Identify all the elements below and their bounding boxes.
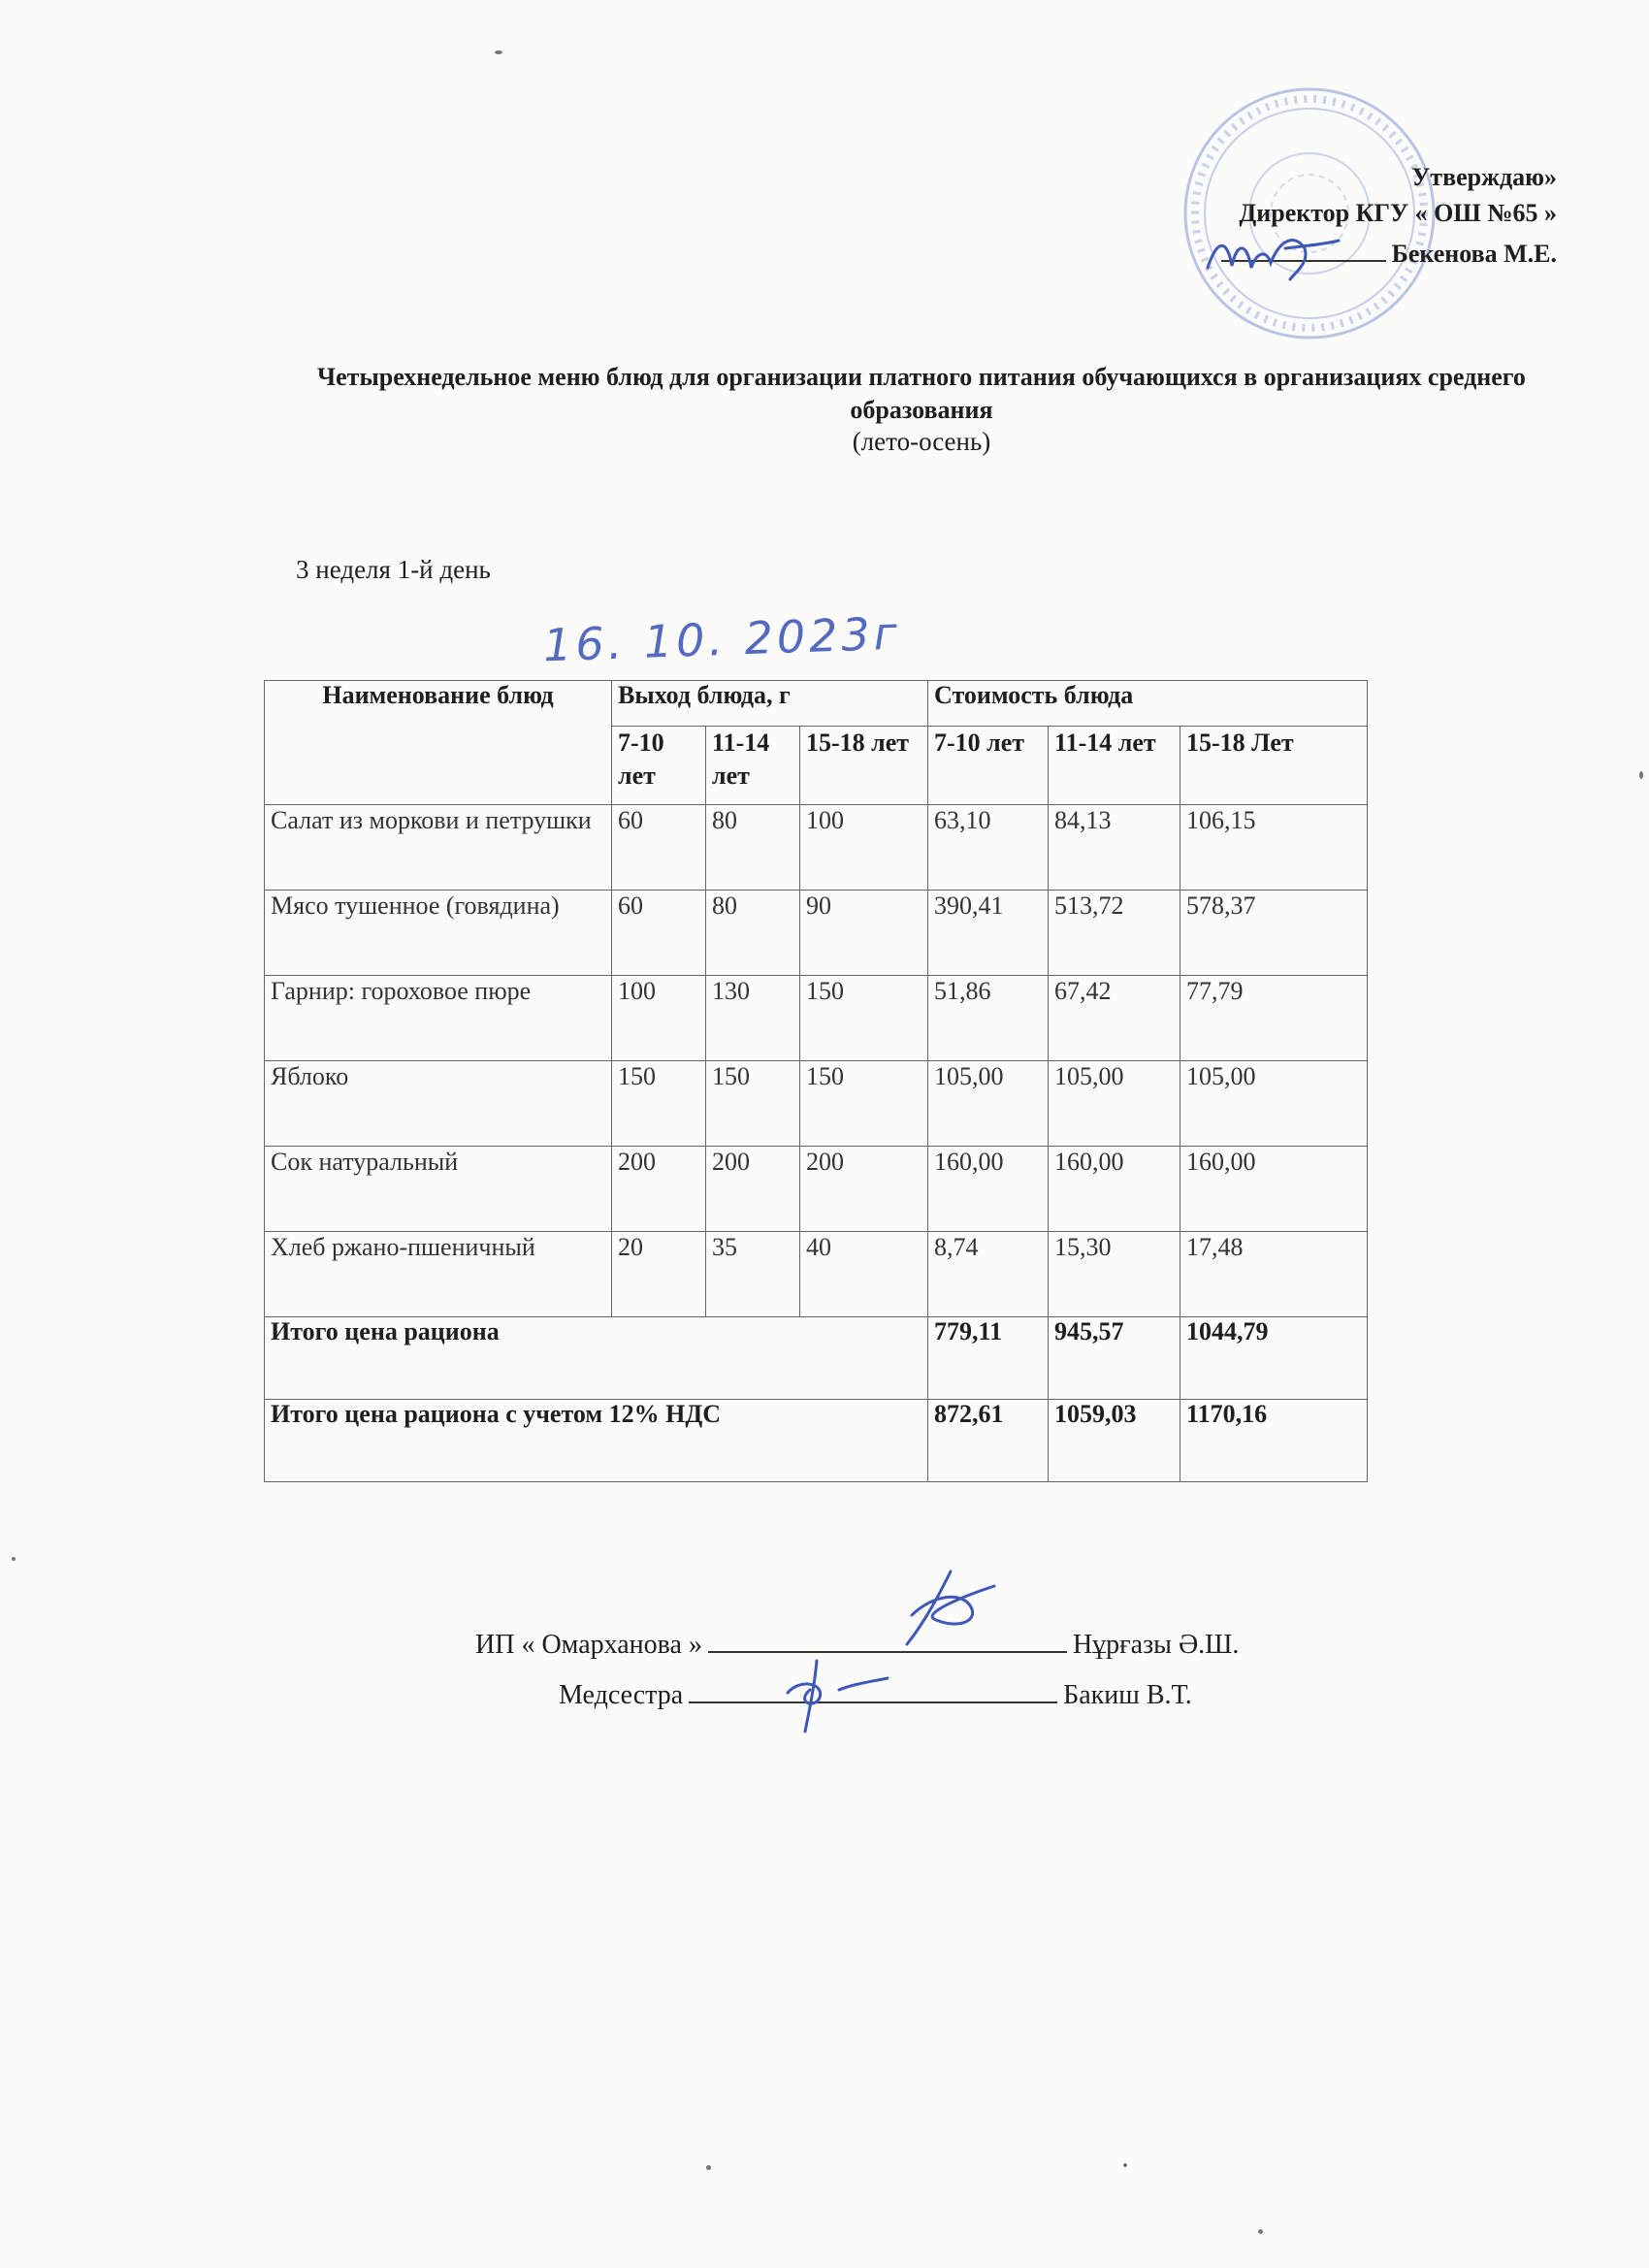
total-vat-cost-15-18: 1170,16	[1180, 1400, 1368, 1482]
header-yield-age: 7-10 лет	[612, 727, 706, 805]
yield-7-10: 60	[612, 805, 706, 891]
cost-7-10: 8,74	[928, 1232, 1049, 1317]
table-row	[265, 1147, 1368, 1232]
cost-7-10: 390,41	[928, 891, 1049, 976]
table-row	[265, 1232, 1368, 1317]
director-title: Директор КГУ « ОШ №65 »	[1239, 199, 1557, 227]
dish-name: Сок натуральный	[265, 1147, 612, 1232]
total-vat-label: Итого цена рациона с учетом 12% НДС	[265, 1400, 928, 1482]
cost-7-10: 51,86	[928, 976, 1049, 1061]
cost-15-18: 105,00	[1180, 1061, 1368, 1147]
cost-11-14: 67,42	[1049, 976, 1180, 1061]
total-vat-row	[265, 1400, 1368, 1482]
yield-7-10: 100	[612, 976, 706, 1061]
table-header-row	[265, 681, 1368, 727]
dish-name: Яблоко	[265, 1061, 612, 1147]
yield-11-14: 80	[706, 891, 800, 976]
table-row	[265, 1061, 1368, 1147]
total-cost-11-14: 945,57	[1049, 1317, 1180, 1400]
cost-11-14: 84,13	[1049, 805, 1180, 891]
yield-15-18: 150	[800, 976, 928, 1061]
dish-name: Мясо тушенное (говядина)	[265, 891, 612, 976]
dish-name: Хлеб ржано-пшеничный	[265, 1232, 612, 1317]
yield-7-10: 20	[612, 1232, 706, 1317]
cost-7-10: 160,00	[928, 1147, 1049, 1232]
header-yield-age: 15-18 лет	[800, 727, 928, 805]
total-vat-cost-11-14: 1059,03	[1049, 1400, 1180, 1482]
director-name: Бекенова М.Е.	[1391, 240, 1557, 268]
scan-speck	[1639, 771, 1643, 779]
nurse-signature	[776, 1649, 902, 1736]
ip-signature	[892, 1562, 1009, 1659]
ip-label: ИП « Омарханова »	[475, 1630, 702, 1660]
yield-15-18: 100	[800, 805, 928, 891]
director-signature	[1198, 219, 1343, 287]
table-row	[265, 891, 1368, 976]
approval-heading: Утверждаю»	[1411, 163, 1557, 191]
cost-11-14: 15,30	[1049, 1232, 1180, 1317]
yield-11-14: 35	[706, 1232, 800, 1317]
total-cost-7-10: 779,11	[928, 1317, 1049, 1400]
scan-speck	[706, 2165, 711, 2170]
cost-11-14: 160,00	[1049, 1147, 1180, 1232]
header-yield: Выход блюда, г	[612, 681, 928, 727]
yield-15-18: 200	[800, 1147, 928, 1232]
scan-speck	[1258, 2229, 1263, 2234]
yield-11-14: 200	[706, 1147, 800, 1232]
handwritten-date: 16. 10. 2023г	[542, 606, 902, 672]
nurse-label: Медсестра	[559, 1680, 684, 1710]
document-title: Четырехнедельное меню блюд для организации платного питания обучающихся в организациях среднего образования	[317, 363, 1526, 424]
cost-11-14: 105,00	[1049, 1061, 1180, 1147]
dish-name: Салат из моркови и петрушки	[265, 805, 612, 891]
table-row	[265, 976, 1368, 1061]
yield-7-10: 200	[612, 1147, 706, 1232]
scan-speck	[1123, 2163, 1127, 2167]
yield-7-10: 150	[612, 1061, 706, 1147]
header-yield-age: 11-14 лет	[706, 727, 800, 805]
cost-7-10: 105,00	[928, 1061, 1049, 1147]
yield-11-14: 130	[706, 976, 800, 1061]
header-cost-age: 15-18 Лет	[1180, 727, 1368, 805]
header-dish-name: Наименование блюд	[265, 681, 612, 805]
yield-15-18: 150	[800, 1061, 928, 1147]
scan-speck	[12, 1557, 16, 1561]
yield-11-14: 150	[706, 1061, 800, 1147]
yield-15-18: 90	[800, 891, 928, 976]
total-row	[265, 1317, 1368, 1400]
menu-table	[264, 680, 1368, 1482]
yield-11-14: 80	[706, 805, 800, 891]
total-cost-15-18: 1044,79	[1180, 1317, 1368, 1400]
yield-7-10: 60	[612, 891, 706, 976]
day-label: 3 неделя 1-й день	[296, 555, 491, 584]
table-row	[265, 805, 1368, 891]
nurse-name: Бакиш В.Т.	[1063, 1680, 1192, 1710]
cost-15-18: 578,37	[1180, 891, 1368, 976]
header-cost-age: 7-10 лет	[928, 727, 1049, 805]
dish-name: Гарнир: гороховое пюре	[265, 976, 612, 1061]
cost-15-18: 160,00	[1180, 1147, 1368, 1232]
cost-15-18: 17,48	[1180, 1232, 1368, 1317]
header-cost: Стоимость блюда	[928, 681, 1368, 727]
yield-15-18: 40	[800, 1232, 928, 1317]
scan-speck	[495, 50, 502, 54]
total-label: Итого цена рациона	[265, 1317, 928, 1400]
cost-7-10: 63,10	[928, 805, 1049, 891]
cost-15-18: 77,79	[1180, 976, 1368, 1061]
ip-name: Нұрғазы Ә.Ш.	[1072, 1630, 1240, 1660]
total-vat-cost-7-10: 872,61	[928, 1400, 1049, 1482]
cost-15-18: 106,15	[1180, 805, 1368, 891]
header-cost-age: 11-14 лет	[1049, 727, 1180, 805]
cost-11-14: 513,72	[1049, 891, 1180, 976]
document-season: (лето-осень)	[852, 427, 991, 456]
